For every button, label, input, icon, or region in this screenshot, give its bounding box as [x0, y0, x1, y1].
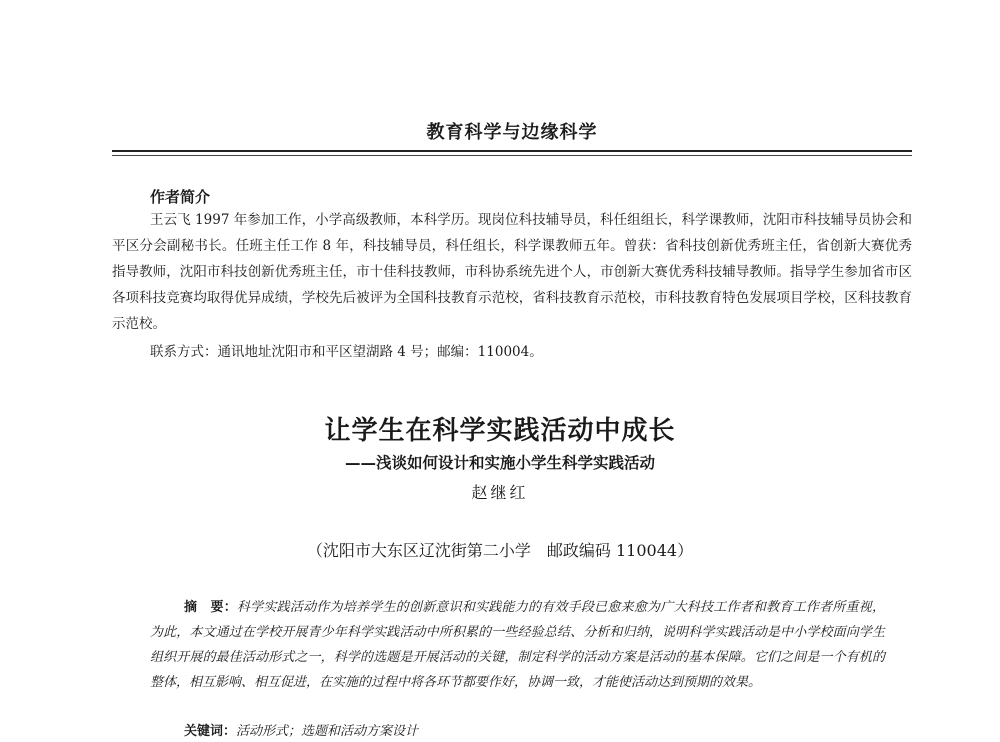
author-bio-heading: 作者简介: [150, 188, 211, 206]
abstract-label: 摘 要：: [184, 600, 237, 615]
author-contact: 联系方式：通讯地址沈阳市和平区望湖路 4 号；邮编：110004。: [150, 344, 543, 360]
header-rule-thin: [112, 155, 912, 156]
article-author: 赵继红: [471, 483, 529, 502]
author-affiliation: （沈阳市大东区辽沈街第二小学 邮政编码 110044）: [306, 541, 694, 560]
keywords: [184, 722, 884, 742]
article-title: 让学生在科学实践活动中成长: [324, 416, 676, 446]
abstract: [150, 595, 885, 695]
journal-section-header: 教育科学与边缘科学: [426, 122, 598, 143]
abstract-text: 科学实践活动作为培养学生的创新意识和实践能力的有效手段已愈来愈为广大科技工作者和教育工作者所重视，为此，本文通过在学校开展青少年科学实践活动中所积累的一些经验总结、分析和归纳，说明科学实践活动是中小学校面向学生组织开展的最佳活动形式之一，科学的选题是开展活动的关键，制定科学的活动方案是活动的基本保障。它们之间是一个有机的整体，相互影响、相互促进，在实施的过程中将各环节都要作好，协调一致，才能使活动达到预期的效果。: [150, 600, 885, 690]
keywords-text: 活动形式；选题和活动方案设计: [236, 724, 419, 739]
header-rule-thick: [112, 150, 912, 152]
article-subtitle: ——浅谈如何设计和实施小学生科学实践活动: [344, 454, 655, 472]
author-bio-text: 王云飞 1997 年参加工作，小学高级教师，本科学历。现岗位科技辅导员，科任组组长，科学课教师，沈阳市科技辅导员协会和平区分会副秘书长。任班主任工作 8 年，科技辅导员，科任组长，科学课教师五年。曾获：省科技创新优秀班主任，省创新大赛优秀指导教师，沈阳市科技创新优秀班主任，市十佳科技教师，市科协系统先进个人，市创新大赛优秀科技辅导教师。指导学生参加省市区各项科技竞赛均取得优异成绩，学校先后被评为全国科技教育示范校，省科技教育示范校，市科技教育特色发展项目学校，区科技教育示范校。: [112, 212, 912, 332]
keywords-label: 关键词：: [184, 724, 237, 739]
